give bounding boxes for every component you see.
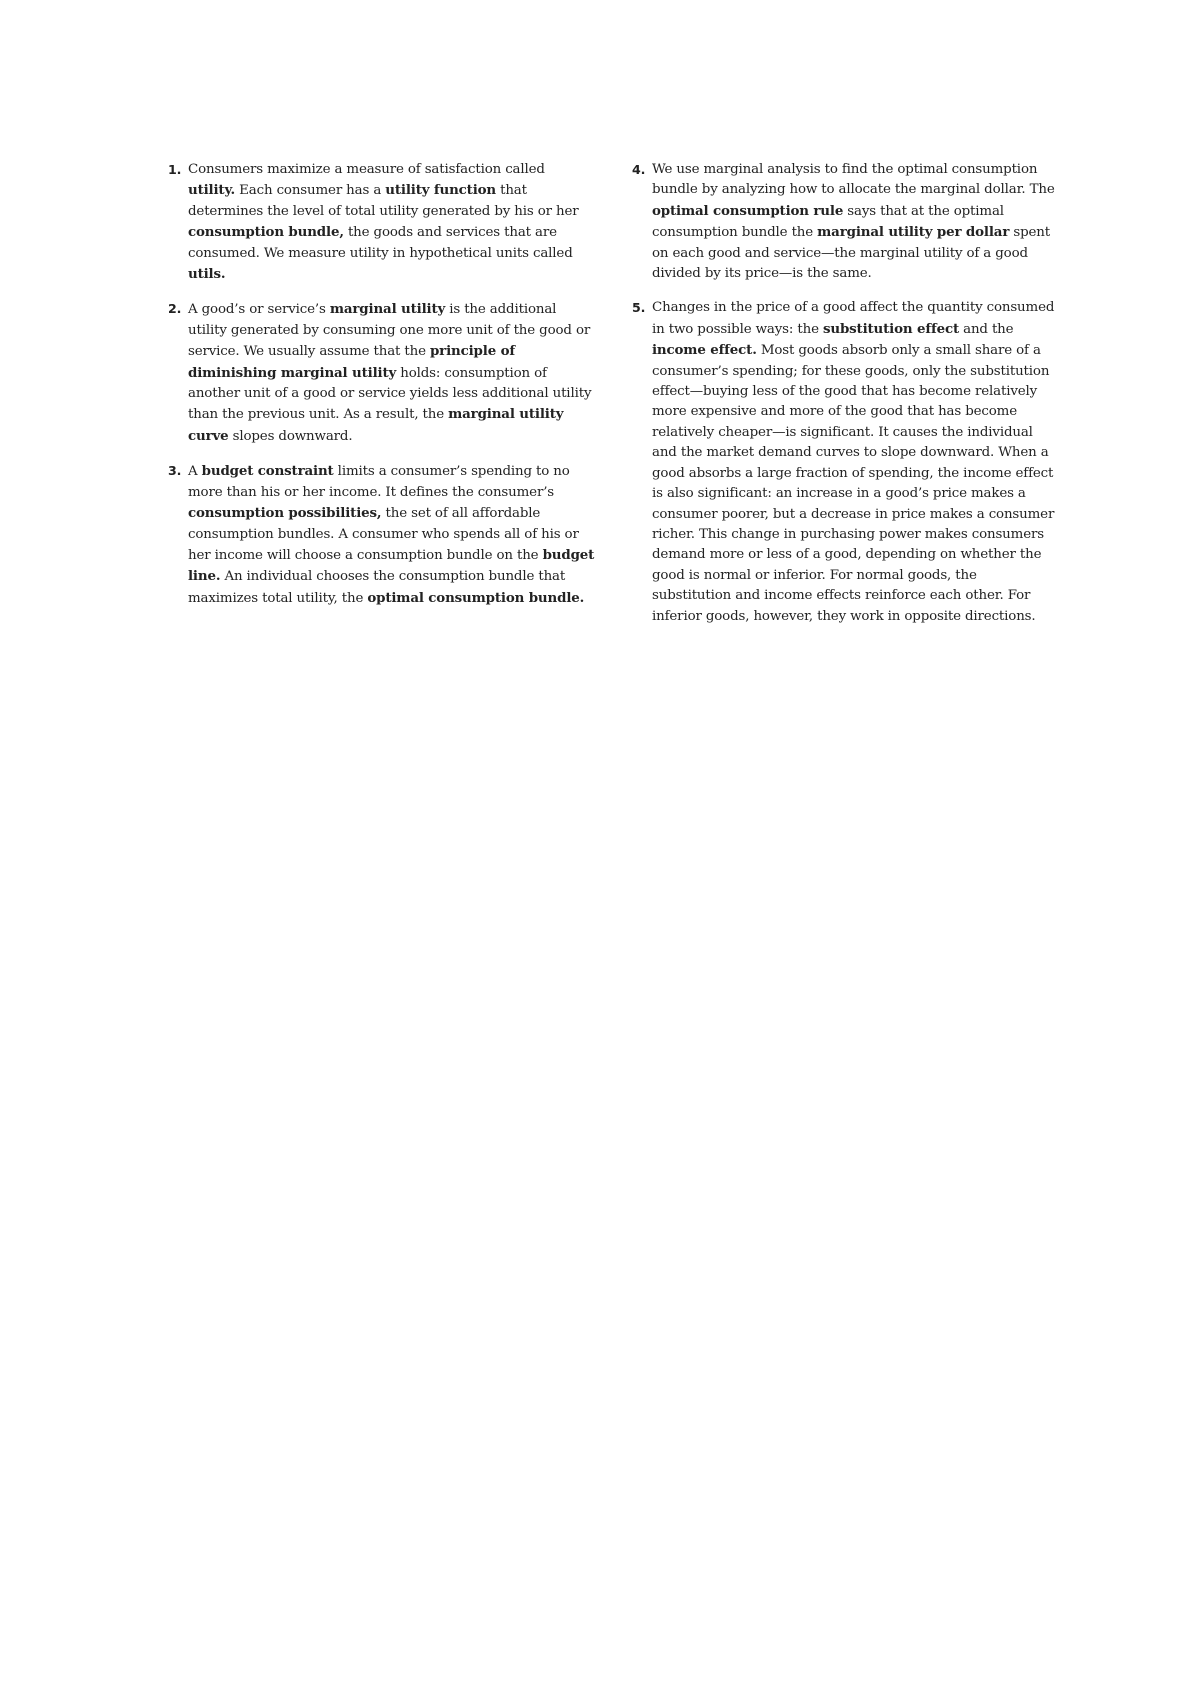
text-run: We use marginal analysis to find the optimal consumption bundle by analyzing how to allocate the marginal dollar. The	[652, 162, 1055, 198]
key-term: utility.	[188, 182, 236, 199]
text-run: Consumers maximize a measure of satisfaction called	[188, 162, 545, 177]
item-number: 5.	[632, 300, 646, 316]
key-term: marginal utility	[329, 301, 446, 318]
item-text	[652, 160, 1060, 284]
key-term: consumption bundle,	[188, 224, 344, 241]
key-term: marginal utility curve	[188, 406, 564, 444]
text-run: the set of all affordable consumption bundles. A consumer who spends all of his or her income will choose a consumption bundle on the	[188, 506, 579, 563]
text-run: that determines the level of total utility generated by his or her	[188, 183, 579, 219]
text-run: An individual chooses the consumption bundle that maximizes total utility, the	[188, 569, 566, 606]
item-text	[188, 160, 596, 285]
key-term: budget constraint	[201, 463, 334, 480]
key-term: marginal utility per dollar	[817, 224, 1010, 241]
text-run: Changes in the price of a good affect the quantity consumed in two possible ways: the	[652, 300, 1055, 337]
item-text	[652, 298, 1060, 627]
key-term: principle of diminishing marginal utility	[188, 343, 515, 381]
summary-item-5	[632, 298, 1060, 627]
key-term: consumption possibilities,	[188, 505, 382, 522]
text-run: Most goods absorb only a small share of a consumer’s spending; for these goods, only the substitution effect—buying less of the good that has become relatively more expensive and more of the good that has become relatively cheaper—is significant. It causes the individual and the market demand curves to slope downward. When a good absorbs a large fraction of spending, the income effect is also significant: an increase in a good’s price makes a consumer poorer, but a decrease in price makes a consumer richer. This change in purchasing power makes consumers demand more or less of a good, depending on whether the good is normal or inferior. For normal goods, the substitution and income effects reinforce each other. For inferior goods, however, they work in opposite directions.	[652, 343, 1055, 624]
text-run: holds: consumption of another unit of a good or service yields less additional utility than the previous unit. As a result, the	[188, 365, 592, 423]
summary-item-2	[168, 299, 596, 447]
item-text	[188, 299, 596, 447]
text-run: A	[188, 464, 202, 480]
item-number: 4.	[632, 162, 646, 177]
key-term: optimal consumption bundle.	[367, 589, 585, 606]
item-number: 3.	[168, 463, 182, 479]
key-term: utility function	[385, 182, 496, 199]
summary-item-3	[168, 461, 596, 609]
key-term: budget line.	[188, 546, 595, 585]
text-run: slopes downward.	[228, 428, 353, 444]
summary-item-4	[632, 160, 1060, 284]
key-term: utils.	[188, 266, 226, 283]
text-run: and the	[959, 321, 1014, 337]
text-run: A good’s or service’s	[188, 302, 330, 318]
text-run: says that at the optimal consumption bundle the	[652, 203, 1004, 241]
key-term: income effect.	[652, 342, 757, 359]
text-run: is the additional utility generated by consuming one more unit of the good or service. We usually assume that the	[188, 302, 591, 360]
text-run: Each consumer has a	[235, 183, 386, 199]
item-number: 2.	[168, 301, 182, 317]
text-run: the goods and services that are consumed. We measure utility in hypothetical units called	[188, 225, 573, 261]
right-column	[632, 160, 1060, 641]
key-term: substitution effect	[822, 320, 959, 337]
summary-item-1	[168, 160, 596, 285]
item-number: 1.	[168, 162, 182, 177]
left-column	[168, 160, 596, 623]
item-text	[188, 461, 596, 609]
text-run: limits a consumer’s spending to no more than his or her income. It defines the consumer’s	[188, 464, 570, 500]
text-run: spent on each good and service—the marginal utility of a good divided by its price—is the same.	[652, 225, 1050, 282]
key-term: optimal consumption rule	[652, 202, 844, 219]
